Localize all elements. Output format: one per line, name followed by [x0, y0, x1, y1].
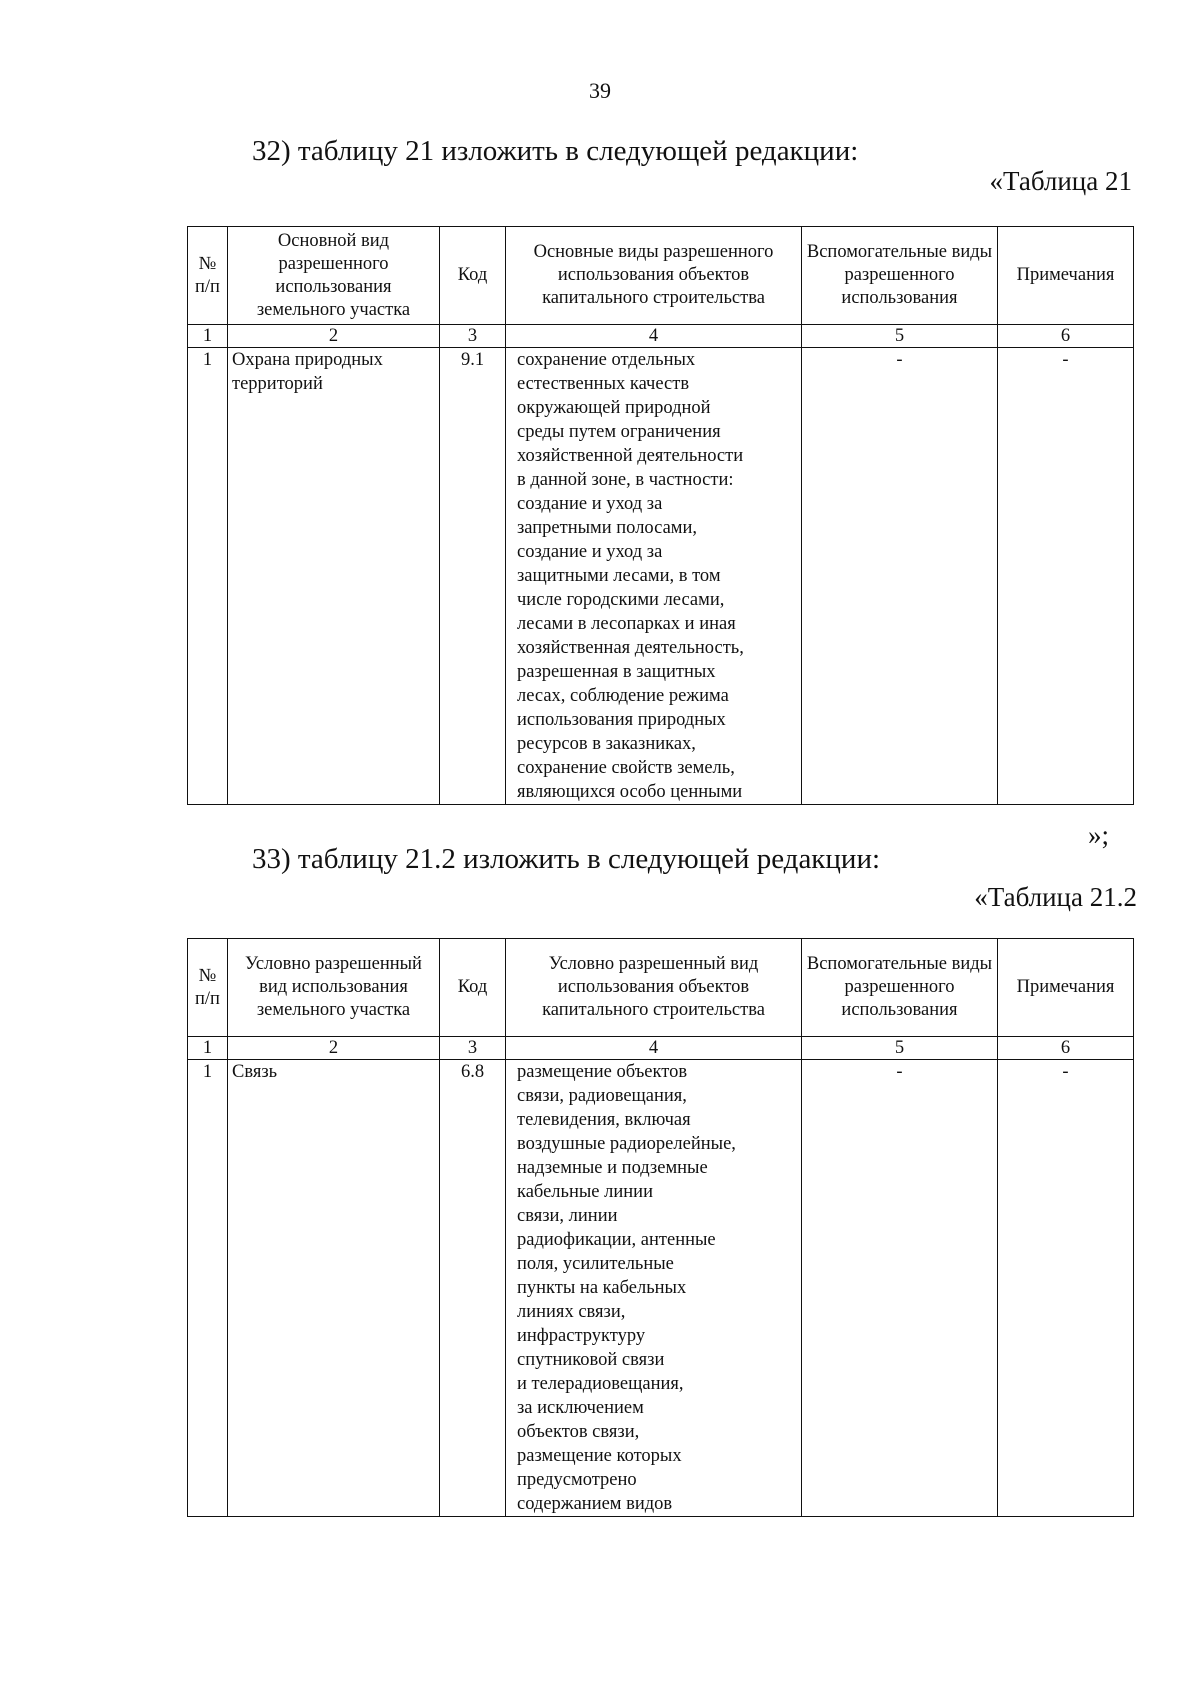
- desc-line: кабельные линии: [517, 1182, 653, 1202]
- table-21-2: [187, 938, 1134, 1517]
- desc-line: окружающей природной: [517, 398, 711, 418]
- desc-line: размещение объектов: [517, 1062, 688, 1082]
- desc-line: являющихся особо ценными: [517, 782, 743, 802]
- desc-line: спутниковой связи: [517, 1350, 665, 1370]
- desc-line: лесах, соблюдение режима: [517, 686, 729, 706]
- header-auxiliary: Вспомогательные виды разрешенного использования: [802, 227, 998, 325]
- page-number: 39: [589, 78, 611, 103]
- land-use-name: Связь: [228, 1060, 440, 1517]
- desc-line: надземные и подземные: [517, 1158, 708, 1178]
- col-number: 6: [998, 325, 1134, 348]
- header-notes: Примечания: [998, 939, 1134, 1037]
- header-land-use: Условно разрешенный вид использования земельного участка: [228, 939, 440, 1037]
- col-number: 4: [506, 325, 802, 348]
- table-header-row: [188, 939, 1134, 1037]
- col-number: 6: [998, 1037, 1134, 1060]
- col-number: 1: [188, 1037, 228, 1060]
- header-land-use: Основной вид разрешенного использования земельного участка: [228, 227, 440, 325]
- use-code: 6.8: [440, 1060, 506, 1517]
- desc-line: защитными лесами, в том: [517, 566, 721, 586]
- instruction-32: 32) таблицу 21 изложить в следующей редакции:: [252, 135, 859, 167]
- table-row: [188, 348, 1134, 805]
- col-number: 5: [802, 1037, 998, 1060]
- header-capital-use: Основные виды разрешенного использования объектов капитального строительства: [506, 227, 802, 325]
- desc-line: создание и уход за: [517, 494, 663, 514]
- desc-line: лесами в лесопарках и иная: [517, 614, 736, 634]
- desc-line: хозяйственная деятельность,: [517, 638, 744, 658]
- header-code: Код: [440, 227, 506, 325]
- use-description: [506, 1060, 802, 1517]
- desc-line: в данной зоне, в частности:: [517, 470, 734, 490]
- desc-line: хозяйственной деятельности: [517, 446, 744, 466]
- header-capital-use: Условно разрешенный вид использования объектов капитального строительства: [506, 939, 802, 1037]
- col-number: 1: [188, 325, 228, 348]
- desc-line: объектов связи,: [517, 1422, 640, 1442]
- header-code: Код: [440, 939, 506, 1037]
- desc-line: и телерадиовещания,: [517, 1374, 684, 1394]
- desc-line: предусмотрено: [517, 1470, 637, 1490]
- column-number-row: [188, 325, 1134, 348]
- row-number: 1: [188, 1060, 228, 1517]
- table-caption-21-2: «Таблица 21.2: [974, 882, 1137, 912]
- notes-value: -: [998, 348, 1134, 805]
- auxiliary-value: -: [802, 1060, 998, 1517]
- desc-line: поля, усилительные: [517, 1254, 674, 1274]
- desc-line: радиофикации, антенные: [517, 1230, 716, 1250]
- auxiliary-value: -: [802, 348, 998, 805]
- notes-value: -: [998, 1060, 1134, 1517]
- row-number: 1: [188, 348, 228, 805]
- header-notes: Примечания: [998, 227, 1134, 325]
- col-number: 5: [802, 325, 998, 348]
- table-caption-21: «Таблица 21: [989, 166, 1132, 196]
- land-use-name: Охрана природных территорий: [228, 348, 440, 805]
- desc-line: запретными полосами,: [517, 518, 698, 538]
- col-number: 4: [506, 1037, 802, 1060]
- desc-line: создание и уход за: [517, 542, 663, 562]
- instruction-33: 33) таблицу 21.2 изложить в следующей редакции:: [252, 843, 881, 875]
- header-num: № п/п: [188, 939, 228, 1037]
- desc-line: использования природных: [517, 710, 726, 730]
- desc-line: пункты на кабельных: [517, 1278, 687, 1298]
- header-num: № п/п: [188, 227, 228, 325]
- desc-line: линиях связи,: [517, 1302, 626, 1322]
- desc-line: телевидения, включая: [517, 1110, 691, 1130]
- closing-quote: »;: [1088, 820, 1110, 850]
- desc-line: инфраструктуру: [517, 1326, 646, 1346]
- col-number: 3: [440, 325, 506, 348]
- column-number-row: [188, 1037, 1134, 1060]
- desc-line: связи, линии: [517, 1206, 618, 1226]
- desc-line: среды путем ограничения: [517, 422, 721, 442]
- desc-line: сохранение свойств земель,: [517, 758, 735, 778]
- desc-line: содержанием видов: [517, 1494, 673, 1514]
- header-auxiliary: Вспомогательные виды разрешенного использования: [802, 939, 998, 1037]
- desc-line: за исключением: [517, 1398, 644, 1418]
- desc-line: сохранение отдельных: [517, 350, 696, 370]
- col-number: 3: [440, 1037, 506, 1060]
- desc-line: размещение которых: [517, 1446, 682, 1466]
- desc-line: воздушные радиорелейные,: [517, 1134, 736, 1154]
- desc-line: разрешенная в защитных: [517, 662, 716, 682]
- col-number: 2: [228, 325, 440, 348]
- desc-line: числе городскими лесами,: [517, 590, 725, 610]
- desc-line: ресурсов в заказниках,: [517, 734, 696, 754]
- col-number: 2: [228, 1037, 440, 1060]
- table-row: [188, 1060, 1134, 1517]
- desc-line: естественных качеств: [517, 374, 690, 394]
- table-header-row: [188, 227, 1134, 325]
- use-code: 9.1: [440, 348, 506, 805]
- use-description: [506, 348, 802, 805]
- table-21: [187, 226, 1134, 805]
- desc-line: связи, радиовещания,: [517, 1086, 687, 1106]
